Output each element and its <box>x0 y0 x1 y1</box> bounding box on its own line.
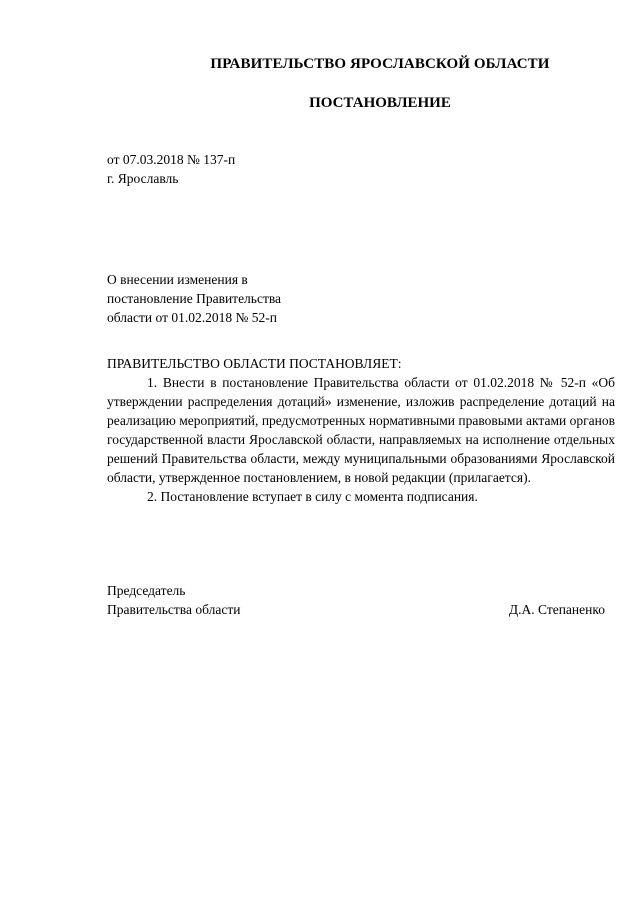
document-subject <box>107 270 281 327</box>
signature-block <box>107 581 605 619</box>
signer-position-line-2: Правительства области <box>107 602 241 617</box>
document-meta <box>107 150 235 188</box>
document-body <box>107 373 615 506</box>
decree-heading: ПРАВИТЕЛЬСТВО ОБЛАСТИ ПОСТАНОВЛЯЕТ: <box>107 356 402 371</box>
subject-line-2: постановление Правительства <box>107 291 282 306</box>
city-line: г. Ярославль <box>107 171 179 186</box>
document-type-title: ПОСТАНОВЛЕНИЕ <box>309 95 451 111</box>
government-title: ПРАВИТЕЛЬСТВО ЯРОСЛАВСКОЙ ОБЛАСТИ <box>210 56 550 72</box>
decree-item-2: 2. Постановление вступает в силу с момента подписания. <box>147 489 478 504</box>
signature-row <box>107 600 605 619</box>
signer-name: Д.А. Степаненко <box>508 602 605 617</box>
subject-line-3: области от 01.02.2018 № 52-п <box>107 310 277 325</box>
decree-item-1: 1. Внести в постановление Правительства области от 01.02.2018 № 52-п «Об утверждении распределения дотаций» изменение, изложив распределение дотаций на реализацию мероприятий, предусмотренных нормативными правовыми актами органов государственной власти Ярославской области, направляемых на исполнение отдельных решений Правительства области, между муниципальными образованиями Ярославской области, утвержденное постановлением, в новой редакции (прилагается). <box>107 375 615 485</box>
subject-line-1: О внесении изменения в <box>107 272 248 287</box>
signer-position-line-1: Председатель <box>107 583 186 598</box>
date-number-line: от 07.03.2018 № 137-п <box>107 152 236 167</box>
